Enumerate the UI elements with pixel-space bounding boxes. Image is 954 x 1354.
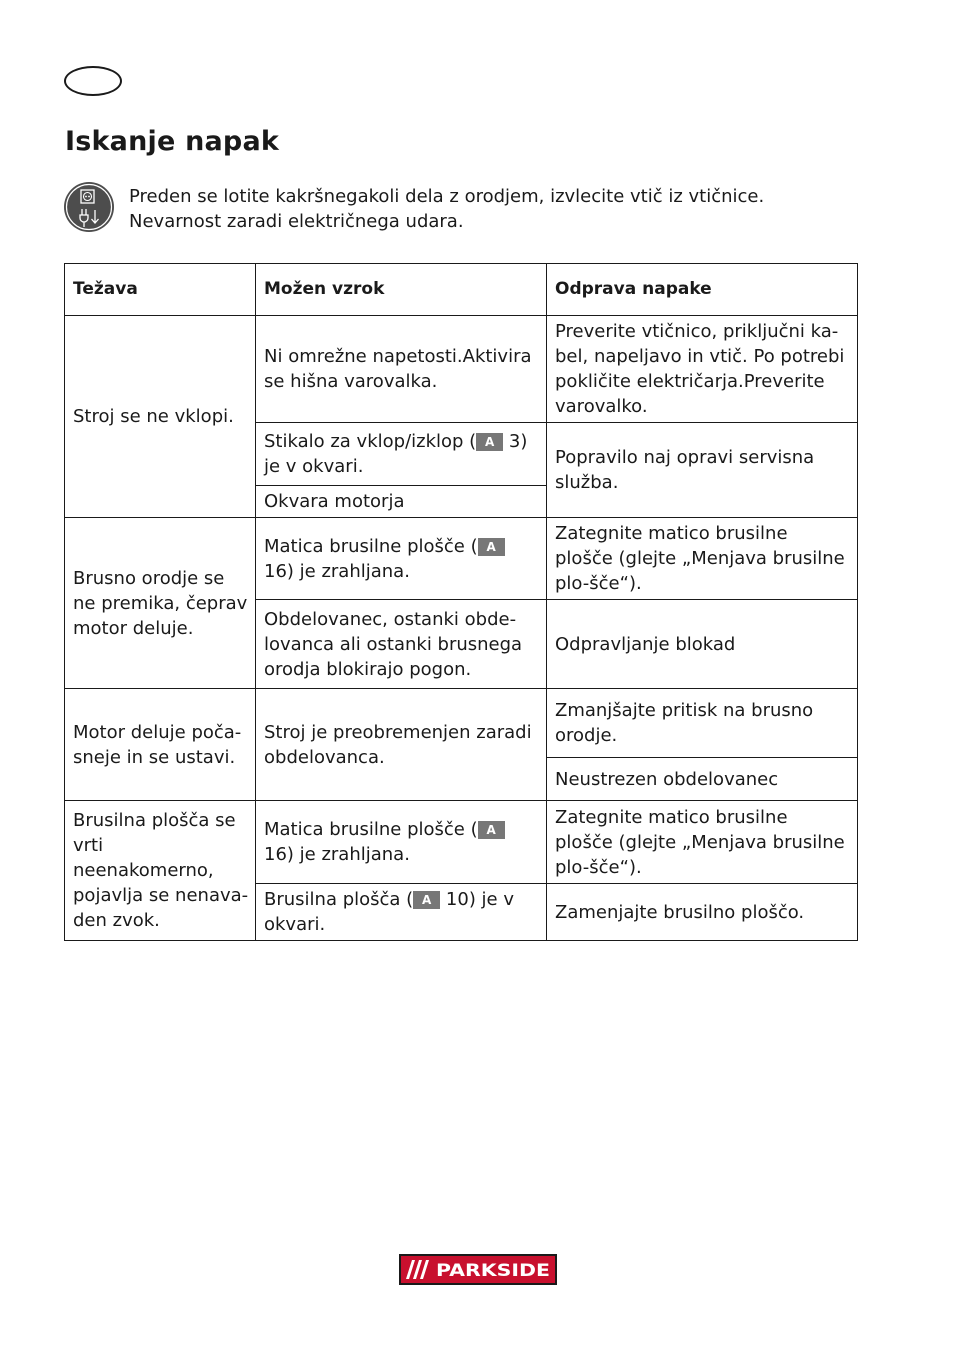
cause-cell <box>256 423 547 486</box>
table-row <box>65 518 858 600</box>
cause-text: Stikalo za vklop/izklop ( <box>264 431 477 452</box>
remedy-cell: Popravilo naj opravi servisna služba. <box>547 423 858 518</box>
remedy-cell: Preverite vtičnico, priključni ka-bel, napeljavo in vtič. Po potrebi pokličite električarja.Preverite varovalko. <box>547 316 858 423</box>
problem-cell: Brusilna plošča se vrti neenakomerno, pojavlja se nenava-den zvok. <box>65 801 256 941</box>
cause-text: 3) je v okvari. <box>264 431 528 477</box>
figure-ref-badge: A <box>478 538 505 556</box>
cause-text: 10) je v okvari. <box>264 889 515 935</box>
cause-cell <box>256 801 547 884</box>
problem-cell: Brusno orodje se ne premika, čeprav motor deluje. <box>65 518 256 689</box>
parkside-logo <box>399 1254 557 1285</box>
remedy-cell: Zategnite matico brusilne plošče (glejte „Menjava brusilne plo-šče“). <box>547 801 858 884</box>
warning-text: Preden se lotite kakršnegakoli dela z orodjem, izvlecite vtič iz vtičnice. Nevarnost zaradi električnega udara. <box>129 186 765 232</box>
cause-text: Matica brusilne plošče ( <box>264 535 478 557</box>
cause-text: 16) je zrahljana. <box>264 844 410 865</box>
cause-cell: Obdelovanec, ostanki obde-lovanca ali ostanki brusnega orodja blokirajo pogon. <box>256 600 547 689</box>
cause-cell: Stroj je preobremenjen zaradi obdelovanca. <box>256 689 547 801</box>
remedy-cell: Odpravljanje blokad <box>547 600 858 689</box>
remedy-cell: Neustrezen obdelovanec <box>547 758 858 801</box>
figure-ref-badge: A <box>476 433 503 451</box>
figure-ref-badge: A <box>413 891 440 909</box>
cause-text: 16) je zrahljana. <box>264 560 410 582</box>
troubleshooting-table <box>64 263 858 941</box>
header-problem: Težava <box>65 264 256 316</box>
table-header-row <box>65 264 858 316</box>
header-remedy: Odprava napake <box>547 264 858 316</box>
table-row <box>65 801 858 884</box>
cause-cell: Okvara motorja <box>256 486 547 518</box>
header-cause: Možen vzrok <box>256 264 547 316</box>
problem-cell: Motor deluje poča-sneje in se ustavi. <box>65 689 256 801</box>
page-title: Iskanje napak <box>65 126 280 157</box>
remedy-cell: Zategnite matico brusilne plošče (glejte „Menjava brusilne plo-šče“). <box>547 518 858 600</box>
cause-text: Brusilna plošča ( <box>264 889 414 910</box>
language-badge <box>64 66 122 96</box>
cause-cell: Ni omrežne napetosti.Aktivira se hišna varovalka. <box>256 316 547 423</box>
brand-name: PARKSIDE <box>436 1261 550 1281</box>
figure-ref-badge: A <box>478 821 505 839</box>
problem-cell: Stroj se ne vklopi. <box>65 316 256 518</box>
cause-cell <box>256 518 547 600</box>
table-row <box>65 316 858 423</box>
unplug-warning-icon <box>63 181 115 233</box>
remedy-cell: Zmanjšajte pritisk na brusno orodje. <box>547 689 858 758</box>
cause-text: Matica brusilne plošče ( <box>264 819 478 840</box>
table-row <box>65 689 858 758</box>
remedy-cell: Zamenjajte brusilno ploščo. <box>547 884 858 941</box>
cause-cell <box>256 884 547 941</box>
